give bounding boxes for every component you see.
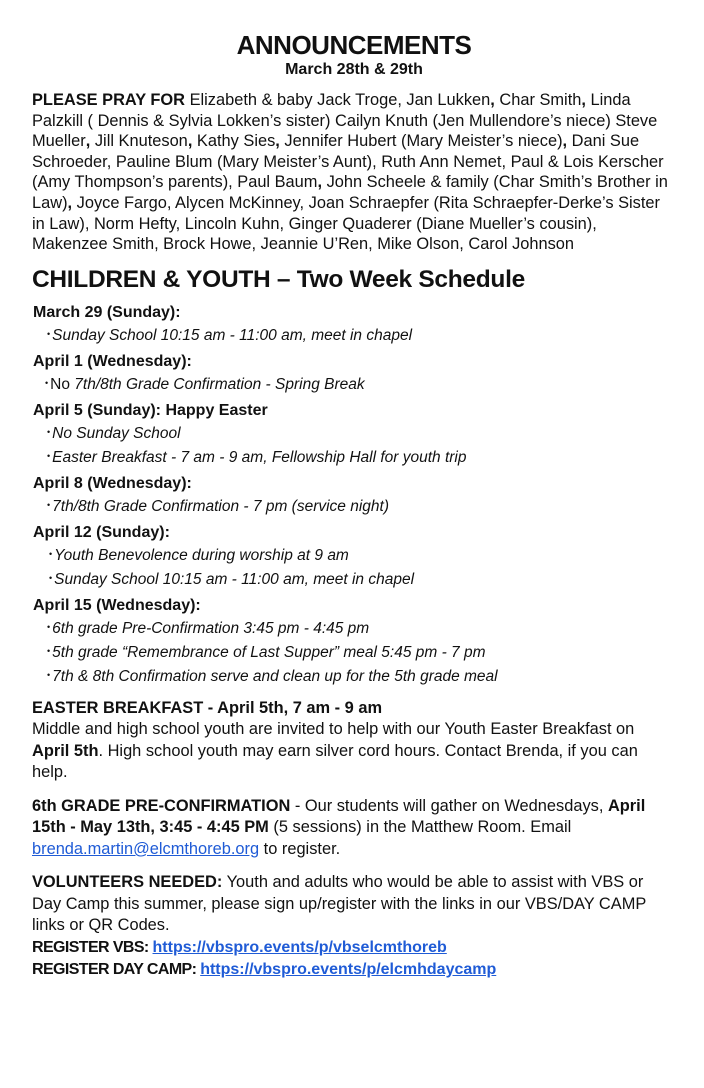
prayer-segment: Kathy Sies: [192, 132, 276, 151]
prayer-segment: ,: [490, 91, 495, 109]
preconf-text: - Our students will gather on Wednesdays,: [290, 796, 608, 815]
schedule-item: [32, 323, 676, 347]
bullet-icon: •: [47, 426, 51, 437]
day-title: April 1 (Wednesday):: [33, 352, 192, 370]
prayer-segment: Jill Knuteson: [90, 132, 188, 151]
preconf-text: to register.: [259, 839, 341, 858]
day-title: April 8 (Wednesday):: [33, 474, 192, 492]
item-text: Easter Breakfast - 7 am - 9 am, Fellowship Hall for youth trip: [52, 448, 467, 466]
schedule-item: [32, 372, 676, 396]
schedule-item: [32, 567, 676, 591]
schedule-item: [32, 494, 676, 518]
prayer-segment: Char Smith: [494, 91, 582, 109]
item-text-plain: No: [50, 375, 75, 393]
prayer-segment: ,: [85, 132, 91, 151]
easter-date: April 5th: [32, 741, 99, 760]
schedule-item: [32, 616, 676, 640]
item-text: Sunday School 10:15 am - 11:00 am, meet in chapel: [54, 570, 415, 588]
day-title: April 15 (Wednesday):: [33, 596, 201, 614]
volunteers-section: [32, 872, 676, 937]
prayer-segment: PLEASE PRAY FOR: [32, 91, 186, 109]
bullet-icon: •: [49, 548, 53, 559]
email-link[interactable]: brenda.martin@elcmthoreb.org: [32, 839, 260, 858]
prayer-segment: Linda Palzkill ( Dennis & Sylvia Lokken’s sister) Cailyn Knuth (Jen Mullendore’s niece) Steve Mueller: [32, 91, 658, 151]
prayer-segment: John Scheele & family (Char Smith’s Brother in Law): [32, 173, 668, 212]
prayer-segment: ,: [67, 193, 73, 212]
prayer-segment: ,: [275, 132, 280, 151]
prayer-segment: Joyce Fargo, Alycen McKinney, Joan Schraepfer (Rita Schraepfer-Derke’s Sister in Law), Norm Hefty, Lincoln Kuhn, Ginger Quaderer (Diane Mueller’s cousin), Makenzee Smith, Brock Howe, Jeannie U’Ren, Mike Olson, Carol Johnson: [32, 193, 660, 254]
schedule-day: [32, 474, 676, 518]
prayer-list: [32, 90, 676, 255]
prayer-segment: Elizabeth & baby Jack Troge, Jan Lukken: [185, 91, 491, 109]
easter-text: Middle and high school youth are invited to help with our Youth Easter Breakfast on: [32, 720, 635, 739]
bulletin-date: March 28th & 29th: [285, 61, 423, 78]
item-text: Sunday School 10:15 am - 11:00 am, meet in chapel: [52, 326, 413, 344]
schedule-day: [32, 401, 676, 469]
easter-breakfast-section: [32, 698, 676, 784]
pre-confirmation-section: [32, 796, 676, 861]
easter-text: . High school youth may earn silver cord hours. Contact Brenda, if you can help.: [32, 741, 638, 782]
item-text: 7th/8th Grade Confirmation - Spring Break: [74, 375, 365, 393]
schedule-item: [32, 640, 676, 664]
register-camp-label: REGISTER DAY CAMP:: [32, 960, 201, 978]
item-text: 5th grade “Remembrance of Last Supper” meal 5:45 pm - 7 pm: [52, 643, 486, 661]
schedule-item: [32, 543, 676, 567]
schedule-item: [32, 445, 676, 469]
register-camp-row: [32, 959, 676, 981]
schedule-day: [32, 523, 676, 591]
page-title: ANNOUNCEMENTS: [236, 30, 472, 60]
easter-breakfast-heading: EASTER BREAKFAST - April 5th, 7 am - 9 am: [32, 698, 383, 717]
bullet-icon: •: [47, 669, 51, 680]
register-vbs-link[interactable]: https://vbspro.events/p/vbselcmthoreb: [152, 938, 447, 956]
volunteers-text: Youth and adults who would be able to assist with VBS or Day Camp this summer, please sign up/register with the links in our VBS/DAY CAMP links or QR Codes.: [32, 873, 646, 935]
prayer-segment: ,: [187, 132, 193, 151]
prayer-segment: ,: [317, 173, 323, 192]
bullet-icon: •: [47, 499, 51, 510]
schedule-item: [32, 664, 676, 688]
schedule: [32, 303, 676, 688]
prayer-segment: ,: [581, 91, 586, 109]
item-text: 7th & 8th Confirmation serve and clean up for the 5th grade meal: [52, 667, 498, 685]
prayer-segment: ,: [562, 132, 568, 151]
schedule-day: [32, 303, 676, 347]
preconf-dates: April 15th - May 13th, 3:45 - 4:45 PM: [32, 796, 646, 837]
register-vbs-row: [32, 937, 676, 959]
bullet-icon: •: [47, 450, 51, 461]
day-title: March 29 (Sunday):: [33, 303, 181, 321]
volunteers-heading: VOLUNTEERS NEEDED:: [32, 873, 223, 892]
day-title: April 12 (Sunday):: [33, 523, 170, 541]
schedule-day: [32, 352, 676, 396]
item-text: No Sunday School: [52, 424, 181, 442]
day-title: April 5 (Sunday): Happy Easter: [33, 401, 268, 419]
pre-confirmation-heading: 6th GRADE PRE-CONFIRMATION: [32, 796, 291, 815]
prayer-segment: Jennifer Hubert (Mary Meister’s niece): [279, 132, 563, 151]
bullet-icon: •: [49, 572, 53, 583]
schedule-item: [32, 421, 676, 445]
item-text: 7th/8th Grade Confirmation - 7 pm (service night): [52, 497, 389, 515]
bullet-icon: •: [45, 377, 49, 388]
schedule-day: [32, 596, 676, 688]
children-youth-heading: CHILDREN & YOUTH – Two Week Schedule: [32, 265, 525, 293]
prayer-segment: Dani Sue Schroeder, Pauline Blum (Mary Meister’s Aunt), Ruth Ann Nemet, Paul & Lois Kerscher (Amy Thompson’s parents), Paul Baum: [32, 132, 664, 192]
preconf-text: (5 sessions) in the Matthew Room. Email: [268, 818, 572, 837]
item-text: 6th grade Pre-Confirmation 3:45 pm - 4:45 pm: [52, 619, 370, 637]
bullet-icon: •: [47, 645, 51, 656]
bullet-icon: •: [47, 328, 51, 339]
item-text: Youth Benevolence during worship at 9 am: [54, 546, 349, 564]
register-camp-link[interactable]: https://vbspro.events/p/elcmhdaycamp: [200, 960, 497, 978]
bullet-icon: •: [47, 621, 51, 632]
register-vbs-label: REGISTER VBS:: [32, 938, 153, 956]
